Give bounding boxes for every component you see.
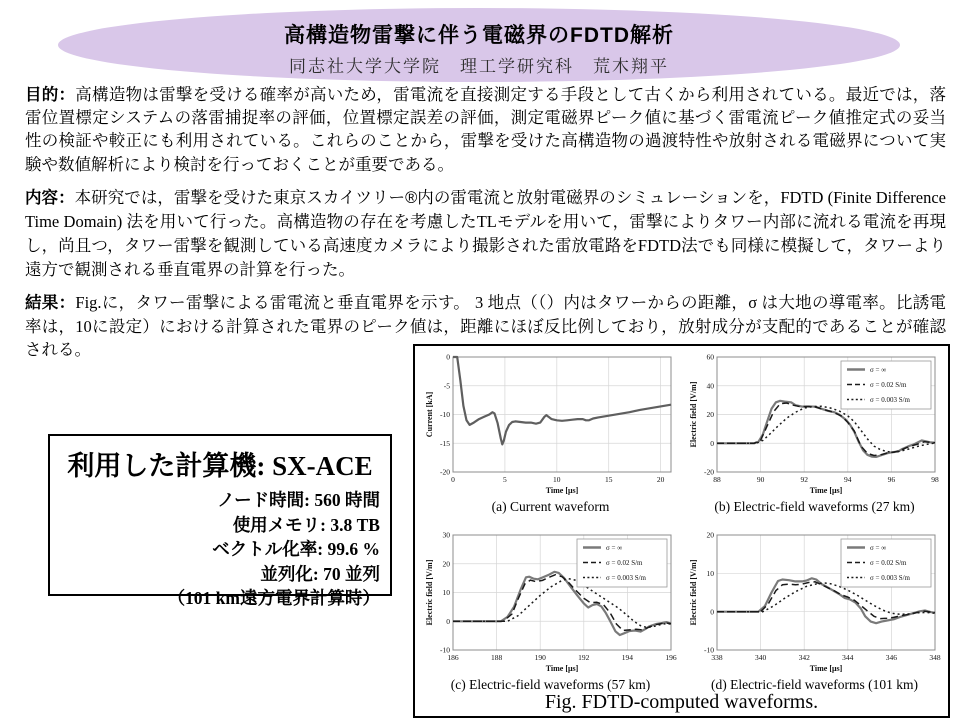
svg-text:σ = 0.02 S/m: σ = 0.02 S/m [606,559,643,567]
svg-text:196: 196 [665,653,677,662]
text-segment: Fig. [75,293,102,312]
paragraph-purpose-text [25,86,946,174]
paragraph-content [25,186,946,282]
svg-text:96: 96 [887,475,896,484]
svg-text:20: 20 [706,530,714,540]
svg-text:194: 194 [621,653,634,662]
svg-text:Electric field [V/m]: Electric field [V/m] [689,381,698,448]
text-segment: に設定）における計算された電界のピーク値は，距離にほぼ反比例しており，放射成分が支配的であることが確認される。 [25,318,947,360]
text-segment: に，タワー雷撃による雷電流と垂直電界を示す。 [101,294,475,312]
svg-text:98: 98 [931,475,939,484]
chart-legend [577,539,667,587]
svg-text:190: 190 [534,653,546,662]
text-segment: 10 [75,317,92,337]
stat-line: 使用メモリ: 3.8 TB [232,514,380,535]
chart-a-current-waveform [423,350,678,498]
svg-text:40: 40 [706,381,714,391]
text-segment: TL [476,212,497,232]
text-segment: モデルを用いて，雷撃によりタワー内部に流れる電流を再現し，尚且つ，タワー雷撃を観測している高速度カメラにより撮影された雷放電路を [25,213,946,256]
svg-text:94: 94 [844,475,852,484]
svg-text:σ = 0.02 S/m: σ = 0.02 S/m [870,559,907,567]
svg-text:192: 192 [578,653,590,662]
svg-text:Time [μs]: Time [μs] [809,664,843,673]
svg-text:92: 92 [800,475,808,484]
chart-a-caption: (a) Current waveform [491,499,610,514]
svg-text:σ = ∞: σ = ∞ [606,544,623,552]
svg-text:346: 346 [885,653,898,662]
text-segment: FDTD [637,236,681,256]
svg-text:10: 10 [706,568,714,578]
computer-box-title: 利用した計算機: SX-ACE [67,451,373,481]
svg-text:0: 0 [446,616,450,626]
svg-text:Electric field [V/m]: Electric field [V/m] [689,559,698,626]
chart-a-container [423,350,678,515]
svg-text:60: 60 [706,352,714,362]
svg-text:88: 88 [713,475,721,484]
svg-text:Time [μs]: Time [μs] [809,486,843,495]
text-segment: 法を用いて行った。高構造物の存在を考慮した [126,213,477,232]
chart-b-container [687,350,942,515]
svg-text:186: 186 [447,653,459,662]
slide-subtitle: 同志社大学大学院 理工学研究科 荒木翔平 [289,57,669,76]
text-segment: 法でも同様に模擬して，タワーより遠方で観測される垂直電界の計算を行った。 [25,237,946,279]
svg-text:15: 15 [604,475,613,484]
text-segment: σ [748,293,762,312]
chart-b-caption: (b) Electric-field waveforms (27 km) [714,499,915,514]
svg-text:10: 10 [553,475,561,484]
svg-text:20: 20 [442,559,450,569]
chart-legend [841,539,931,587]
svg-text:5: 5 [503,475,507,484]
chart-d-container [687,528,942,693]
title-banner [58,8,900,82]
text-segment: 3 [474,293,488,312]
svg-text:Electric field [V/m]: Electric field [V/m] [425,559,434,626]
svg-text:338: 338 [711,653,723,662]
svg-text:340: 340 [754,653,767,662]
svg-text:σ = ∞: σ = ∞ [870,544,887,552]
svg-text:0: 0 [710,607,714,617]
stat-line: ベクトル化率: 99.6 % [212,539,380,559]
svg-text:-10: -10 [440,410,450,420]
computer-info-box [48,434,392,608]
svg-text:-20: -20 [440,467,450,477]
svg-text:Time [μs]: Time [μs] [545,486,579,495]
paragraph-content-text [25,189,946,279]
chart-c-caption: (c) Electric-field waveforms (57 km) [450,677,651,692]
chart-legend [841,361,931,409]
svg-text:0: 0 [446,352,450,362]
slide-title: 高構造物雷撃に伴う電磁界のFDTD解析 [284,24,674,47]
svg-text:σ = 0.003 S/m: σ = 0.003 S/m [870,396,911,404]
svg-text:-15: -15 [440,438,450,448]
svg-text:342: 342 [798,653,810,662]
chart-c-efield-57km [423,528,678,676]
chart-d-caption: (d) Electric-field waveforms (101 km) [711,677,918,692]
text-segment: 高構造物は雷撃を受ける確率が高いため，雷電流を直接測定する手段として古くから利用されている。最近では，落雷位置標定システムの落雷捕捉率の評価，位置標定誤差の評価，測定電磁界ピーク値に基づく雷電流ピーク値推定式の妥当性の検証や較正にも利用されている。これらのことから，雷撃を受けた高構造物の過渡特性や放射される電磁界について実験や数値解析により検討を行っておくことが重要である。 [25,86,947,174]
svg-text:348: 348 [929,653,941,662]
svg-text:188: 188 [490,653,503,662]
computer-box-stats [50,488,390,611]
svg-text:0: 0 [451,475,455,484]
svg-text:Time [μs]: Time [μs] [545,664,579,673]
svg-text:-20: -20 [704,467,714,477]
figure-box [413,344,950,718]
stat-line: （101 km遠方電界計算時） [167,588,380,608]
text-segment: 地点（（）内はタワーからの距離， [487,294,749,312]
svg-text:-5: -5 [443,381,450,391]
svg-text:Current [kA]: Current [kA] [425,391,434,438]
svg-text:344: 344 [842,653,854,662]
chart-d-efield-101km [687,528,942,676]
paragraph-results-label: 結果： [25,294,76,312]
svg-text:σ = 0.02 S/m: σ = 0.02 S/m [870,381,907,389]
paragraph-purpose-label: 目的： [25,86,76,104]
svg-text:90: 90 [756,475,765,484]
stat-line: ノード時間: 560 時間 [217,490,380,510]
svg-text:σ = 0.003 S/m: σ = 0.003 S/m [870,574,911,582]
svg-text:20: 20 [706,410,714,420]
figure-caption: Fig. FDTD-computed waveforms. [544,691,819,713]
text-segment: FDTD (Finite Difference Time Domain) [25,188,946,232]
svg-text:30: 30 [442,530,450,540]
chart-c-container [423,528,678,693]
stat-line: 並列化: 70 並列 [260,563,380,584]
text-segment: 本研究では，雷撃を受けた東京スカイツリー®内の雷電流と放射電磁界のシミュレーションを， [74,189,781,207]
chart-b-efield-27km [687,350,942,498]
paragraph-content-label: 内容： [25,189,75,207]
text-segment: は大地の導電率。比誘電率は， [25,294,947,337]
svg-text:σ = 0.003 S/m: σ = 0.003 S/m [606,574,647,582]
svg-text:-10: -10 [440,645,450,655]
svg-text:σ = ∞: σ = ∞ [870,366,887,374]
svg-text:20: 20 [656,475,665,484]
paragraph-purpose [25,84,946,177]
svg-text:0: 0 [710,438,714,448]
svg-text:10: 10 [442,588,450,598]
svg-text:-10: -10 [704,645,714,655]
